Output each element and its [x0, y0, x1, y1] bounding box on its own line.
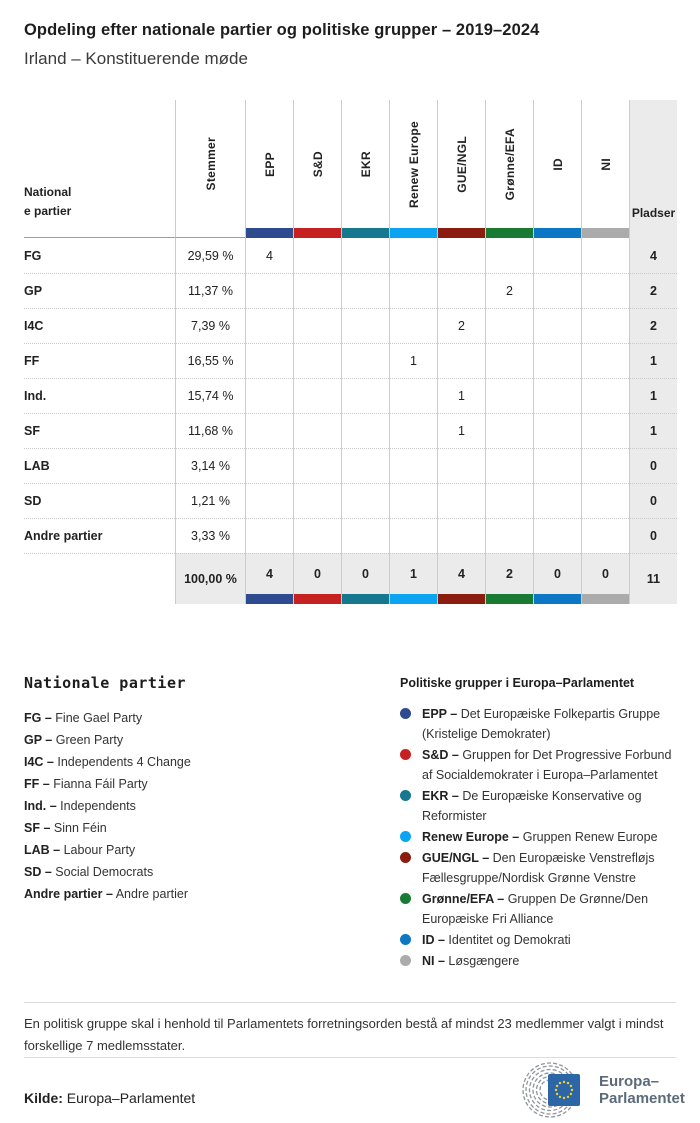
votes-cell: 1,21 % [175, 483, 245, 518]
total-seat-cell: 0 [341, 553, 389, 604]
logo-wordmark: Europa– Parlamentet [599, 1073, 685, 1107]
group-header-id: ID [533, 100, 581, 228]
results-table [24, 100, 677, 604]
seat-cell [485, 308, 533, 343]
seat-cell [485, 483, 533, 518]
seat-cell [341, 518, 389, 553]
list-item: Andre partier – Andre partier [24, 887, 188, 901]
seat-cell [341, 343, 389, 378]
party-cell: GP [24, 273, 175, 308]
footnote-text: En politisk gruppe skal i henhold til Parlamentets forretningsorden bestå af mindst 23 medlemmer valgt i mindst forskellige 7 medlemsstater. [24, 1016, 664, 1053]
seat-cell [437, 343, 485, 378]
seat-cell [245, 308, 293, 343]
guengl-color-bar [438, 228, 485, 238]
list-item: EPP – Det Europæiske Folkepartis Gruppe (Kristelige Demokrater) [400, 704, 680, 744]
group-header-epp: EPP [245, 100, 293, 228]
ni-color-bar [582, 228, 629, 238]
party-column-header [24, 100, 175, 228]
sd-legend-dot [400, 749, 411, 760]
seat-cell [389, 483, 437, 518]
party-cell: SD [24, 483, 175, 518]
national-parties-legend [24, 674, 374, 905]
renew-color-bar [390, 228, 437, 238]
seat-cell [437, 273, 485, 308]
seat-cell [245, 483, 293, 518]
seat-cell [293, 273, 341, 308]
total-seat-cell: 0 [581, 553, 629, 604]
seat-cell [437, 448, 485, 483]
seat-cell: 2 [485, 273, 533, 308]
greens-color-bar [486, 228, 533, 238]
list-item: GUE/NGL – Den Europæiske Venstrefløjs Fællesgruppe/Nordisk Grønne Venstre [400, 848, 680, 888]
seat-cell [533, 483, 581, 518]
pladser-cell: 4 [629, 238, 677, 273]
seat-cell [581, 448, 629, 483]
seat-cell [533, 273, 581, 308]
list-item: FF – Fianna Fáil Party [24, 777, 148, 791]
divider [24, 1002, 676, 1003]
party-header-line2: e partier [24, 204, 72, 218]
seat-cell [245, 448, 293, 483]
seat-cell: 4 [245, 238, 293, 273]
political-groups-legend [400, 676, 680, 972]
votes-column-header: Stemmer [175, 100, 245, 228]
seat-cell [437, 238, 485, 273]
seat-cell [341, 448, 389, 483]
source-label: Kilde: [24, 1090, 63, 1106]
list-item: EKR – De Europæiske Konservative og Reformister [400, 786, 680, 826]
total-seat-cell: 0 [293, 553, 341, 604]
seat-cell [389, 308, 437, 343]
pladser-cell: 1 [629, 378, 677, 413]
list-item: S&D – Gruppen for Det Progressive Forbund af Socialdemokrater i Europa–Parlamentet [400, 745, 680, 785]
total-seat-cell: 1 [389, 553, 437, 604]
seat-cell: 2 [437, 308, 485, 343]
party-cell: Andre partier [24, 518, 175, 553]
seat-cell [245, 413, 293, 448]
seat-cell [485, 343, 533, 378]
list-item: LAB – Labour Party [24, 843, 136, 857]
epp-color-bar [246, 594, 293, 604]
seat-cell [293, 448, 341, 483]
seat-cell: 1 [437, 378, 485, 413]
seat-cell [581, 483, 629, 518]
seat-cell [389, 413, 437, 448]
greens-legend-dot [400, 893, 411, 904]
votes-cell: 15,74 % [175, 378, 245, 413]
renew-color-bar [390, 594, 437, 604]
group-header-renew: Renew Europe [389, 100, 437, 228]
seat-cell [341, 238, 389, 273]
seat-cell [581, 378, 629, 413]
seat-cell [341, 413, 389, 448]
group-header-greens: Grønne/EFA [485, 100, 533, 228]
id-color-bar [534, 228, 581, 238]
seat-cell [293, 343, 341, 378]
seat-cell [533, 308, 581, 343]
page-subtitle: Irland – Konstituerende møde [24, 49, 248, 68]
seat-cell [485, 413, 533, 448]
guengl-color-bar [438, 594, 485, 604]
pladser-cell: 1 [629, 343, 677, 378]
seat-cell [341, 378, 389, 413]
european-parliament-logo [512, 1061, 685, 1119]
total-seat-cell: 2 [485, 553, 533, 604]
divider [24, 1057, 676, 1058]
party-cell: I4C [24, 308, 175, 343]
seat-cell [389, 518, 437, 553]
seat-cell [485, 378, 533, 413]
votes-cell: 3,33 % [175, 518, 245, 553]
party-cell: FG [24, 248, 42, 263]
votes-cell: 29,59 % [175, 238, 245, 273]
ekr-legend-dot [400, 790, 411, 801]
seat-cell [581, 273, 629, 308]
ni-legend-dot [400, 955, 411, 966]
ni-color-bar [582, 594, 629, 604]
pladser-cell: 0 [629, 448, 677, 483]
seat-cell [293, 483, 341, 518]
list-item: Ind. – Independents [24, 799, 136, 813]
page-title: Opdeling efter nationale partier og politiske grupper – 2019–2024 [24, 21, 540, 39]
seat-cell [485, 238, 533, 273]
seat-cell [581, 518, 629, 553]
ekr-color-bar [342, 228, 389, 238]
seat-cell [389, 448, 437, 483]
seat-cell [533, 448, 581, 483]
seat-cell [581, 308, 629, 343]
party-cell: SF [24, 413, 175, 448]
seat-cell [293, 518, 341, 553]
seat-cell: 1 [437, 413, 485, 448]
pladser-cell: 0 [629, 518, 677, 553]
party-header-line1: National [24, 185, 72, 199]
group-header-ni: NI [581, 100, 629, 228]
list-item: GP – Green Party [24, 733, 124, 747]
seat-cell [293, 378, 341, 413]
seat-cell [341, 483, 389, 518]
total-pladser-cell: 11 [629, 553, 677, 604]
seat-cell [581, 343, 629, 378]
seat-cell [245, 343, 293, 378]
pladser-cell: 1 [629, 413, 677, 448]
guengl-legend-dot [400, 852, 411, 863]
list-item: NI – Løsgængere [400, 951, 680, 971]
group-header-ekr: EKR [341, 100, 389, 228]
seat-cell [581, 413, 629, 448]
seats-column-header: Pladser [629, 100, 677, 228]
seat-cell [245, 518, 293, 553]
seat-cell [437, 483, 485, 518]
seat-cell [533, 378, 581, 413]
greens-color-bar [486, 594, 533, 604]
sd-color-bar [294, 228, 341, 238]
seat-cell [389, 238, 437, 273]
seat-cell [293, 308, 341, 343]
epp-color-bar [246, 228, 293, 238]
header-underline [24, 228, 175, 238]
seat-cell [485, 518, 533, 553]
seat-cell [389, 378, 437, 413]
pladser-cell: 0 [629, 483, 677, 518]
list-item: I4C – Independents 4 Change [24, 755, 191, 769]
source-value: Europa–Parlamentet [66, 1090, 196, 1106]
seat-cell [341, 308, 389, 343]
seat-cell [389, 273, 437, 308]
renew-legend-dot [400, 831, 411, 842]
id-legend-dot [400, 934, 411, 945]
list-item: SF – Sinn Féin [24, 821, 107, 835]
party-cell: Ind. [24, 378, 175, 413]
total-seat-cell: 4 [245, 553, 293, 604]
seat-cell [533, 413, 581, 448]
seat-cell [245, 378, 293, 413]
seat-cell [437, 518, 485, 553]
parliament-hemicycle-icon [512, 1061, 592, 1119]
legend-groups-heading: Politiske grupper i Europa–Parlamentet [400, 676, 635, 690]
party-cell: LAB [24, 448, 175, 483]
header-underline [175, 228, 245, 238]
total-empty-cell [24, 553, 175, 604]
epp-legend-dot [400, 708, 411, 719]
total-seat-cell: 4 [437, 553, 485, 604]
ekr-color-bar [342, 594, 389, 604]
list-item: Renew Europe – Gruppen Renew Europe [400, 827, 680, 847]
group-header-sd: S&D [293, 100, 341, 228]
votes-cell: 16,55 % [175, 343, 245, 378]
list-item: ID – Identitet og Demokrati [400, 930, 680, 950]
party-cell: FF [24, 343, 175, 378]
votes-cell: 3,14 % [175, 448, 245, 483]
votes-cell: 11,68 % [175, 413, 245, 448]
pladser-cell: 2 [629, 273, 677, 308]
total-votes-cell: 100,00 % [175, 553, 245, 604]
seat-cell: 1 [389, 343, 437, 378]
seat-cell [293, 238, 341, 273]
seat-cell [293, 413, 341, 448]
seat-cell [485, 448, 533, 483]
seat-cell [533, 343, 581, 378]
legend-parties-heading: Nationale partier [24, 674, 187, 692]
pladser-cell: 2 [629, 308, 677, 343]
id-color-bar [534, 594, 581, 604]
source-line [24, 1090, 195, 1106]
seat-cell [581, 238, 629, 273]
seat-cell [341, 273, 389, 308]
seat-cell [245, 273, 293, 308]
total-seat-cell: 0 [533, 553, 581, 604]
seat-cell [533, 518, 581, 553]
votes-cell: 11,37 % [175, 273, 245, 308]
group-header-guengl: GUE/NGL [437, 100, 485, 228]
list-item: FG – Fine Gael Party [24, 711, 143, 725]
sd-color-bar [294, 594, 341, 604]
seat-cell [533, 238, 581, 273]
votes-cell: 7,39 % [175, 308, 245, 343]
list-item: Grønne/EFA – Gruppen De Grønne/Den Europæiske Fri Alliance [400, 889, 680, 929]
list-item: SD – Social Democrats [24, 865, 154, 879]
